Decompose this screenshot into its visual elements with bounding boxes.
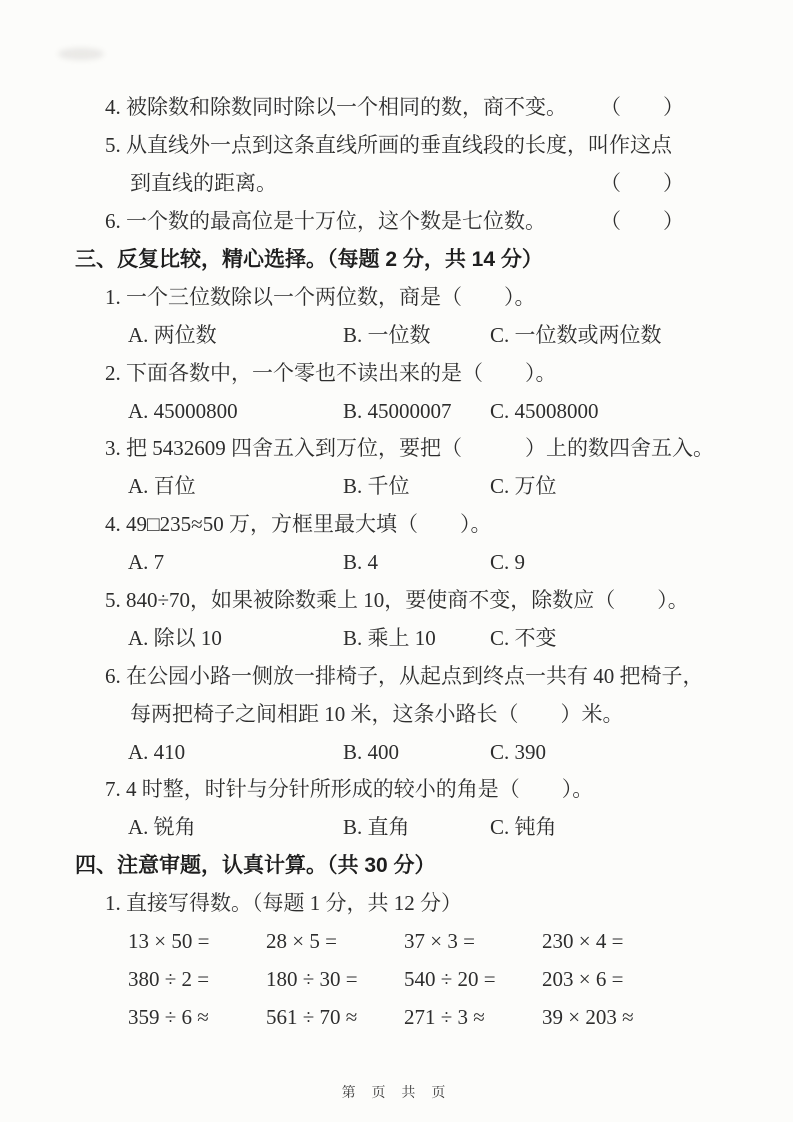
- option-b: B. 4: [343, 550, 379, 575]
- calc-expression: 561 ÷ 70 ≈: [266, 1004, 358, 1029]
- calc-row-3: [0, 998, 793, 1036]
- calc-expression: 230 × 4 =: [542, 929, 624, 954]
- choice-q3-stem: 3. 把 5432609 四舍五入到万位，要把（ ）上的数四舍五入。: [105, 436, 714, 461]
- option-c: C. 不变: [490, 625, 557, 650]
- option-b: B. 400: [343, 739, 400, 764]
- choice-q2-options: [0, 392, 793, 430]
- calc-expression: 13 × 50 =: [128, 929, 210, 954]
- option-c: C. 万位: [490, 474, 557, 499]
- choice-q5-stem: 5. 840÷70，如果被除数乘上 10，要使商不变，除数应（ ）。: [105, 588, 689, 613]
- judge-item-6: [0, 203, 793, 241]
- answer-bracket: （ ）: [600, 171, 684, 196]
- judge-item-text: 6. 一个数的最高位是十万位，这个数是七位数。: [105, 209, 546, 234]
- choice-q5-options: [0, 619, 793, 657]
- calc-expression: 540 ÷ 20 =: [404, 966, 496, 991]
- option-b: B. 直角: [343, 815, 410, 840]
- judge-item-text: 到直线的距离。: [130, 171, 277, 196]
- option-b: B. 乘上 10: [343, 625, 436, 650]
- option-a: A. 除以 10: [128, 625, 222, 650]
- judge-item-5-line1: [0, 127, 793, 165]
- calc-row-2: [0, 960, 793, 998]
- calc-expression: 359 ÷ 6 ≈: [128, 1004, 209, 1029]
- calc-expression: 39 × 203 ≈: [542, 1004, 634, 1029]
- option-c: C. 45008000: [490, 398, 599, 423]
- section-title-choice: 三、反复比较，精心选择。（每题 2 分，共 14 分）: [75, 248, 543, 271]
- option-c: C. 钝角: [490, 815, 557, 840]
- option-b: B. 一位数: [343, 322, 431, 347]
- choice-q4-options: [0, 544, 793, 582]
- calc-expression: 203 × 6 =: [542, 966, 624, 991]
- option-c: C. 一位数或两位数: [490, 322, 662, 347]
- calc-row-1: [0, 923, 793, 961]
- option-a: A. 7: [128, 550, 165, 575]
- choice-q6-stem-line2: 每两把椅子之间相距 10 米，这条小路长（ ）米。: [130, 701, 624, 726]
- choice-q3-options: [0, 468, 793, 506]
- option-b: B. 千位: [343, 474, 410, 499]
- option-a: A. 百位: [128, 474, 196, 499]
- choice-q7-stem: 7. 4 时整，时针与分针所形成的较小的角是（ ）。: [105, 777, 594, 802]
- option-a: A. 45000800: [128, 398, 238, 423]
- judge-item-text: 5. 从直线外一点到这条直线所画的垂直线段的长度，叫作这点: [105, 133, 672, 158]
- option-a: A. 锐角: [128, 815, 196, 840]
- option-a: A. 410: [128, 739, 186, 764]
- option-c: C. 390: [490, 739, 547, 764]
- answer-bracket: （ ）: [600, 95, 684, 120]
- calc-expression: 37 × 3 =: [404, 929, 475, 954]
- choice-q2-stem: 2. 下面各数中，一个零也不读出来的是（ ）。: [105, 360, 557, 385]
- option-b: B. 45000007: [343, 398, 452, 423]
- choice-q6-options: [0, 733, 793, 771]
- calc-subtitle: 1. 直接写得数。（每题 1 分，共 12 分）: [105, 891, 462, 916]
- judge-item-4: [0, 89, 793, 127]
- choice-q7-options: [0, 809, 793, 847]
- answer-bracket: （ ）: [600, 209, 684, 234]
- section-title-calc: 四、注意审题，认真计算。（共 30 分）: [75, 854, 436, 878]
- calc-expression: 380 ÷ 2 =: [128, 966, 210, 991]
- scan-smudge: [58, 48, 104, 60]
- calc-expression: 28 × 5 =: [266, 929, 337, 954]
- choice-q6-stem-line1: 6. 在公园小路一侧放一排椅子，从起点到终点一共有 40 把椅子，: [105, 663, 704, 688]
- judge-item-text: 4. 被除数和除数同时除以一个相同的数，商不变。: [105, 95, 567, 120]
- option-c: C. 9: [490, 550, 526, 575]
- choice-q1-options: [0, 316, 793, 354]
- choice-q1-stem: 1. 一个三位数除以一个两位数，商是（ ）。: [105, 284, 536, 309]
- page-footer: 第 页 共 页: [341, 1084, 452, 1100]
- calc-expression: 271 ÷ 3 ≈: [404, 1004, 485, 1029]
- calc-expression: 180 ÷ 30 =: [266, 966, 358, 991]
- judge-item-5-line2: [0, 165, 793, 203]
- option-a: A. 两位数: [128, 322, 217, 347]
- choice-q4-stem: 4. 49□235≈50 万，方框里最大填（ ）。: [105, 512, 492, 537]
